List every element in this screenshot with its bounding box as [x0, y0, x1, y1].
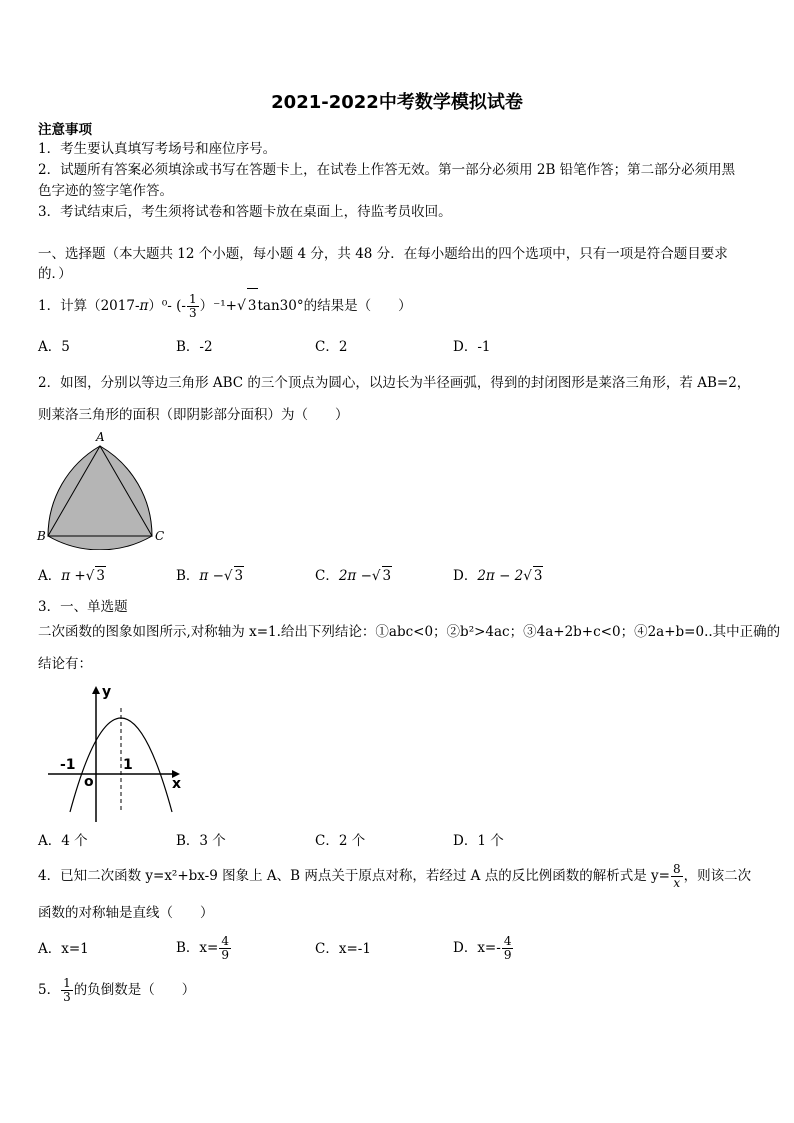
- q5-prefix: 5．: [38, 982, 61, 998]
- q2-option-a-label: A．: [38, 568, 62, 584]
- q5-frac-num: 1: [63, 976, 71, 990]
- q4-line2: 函数的对称轴是直线（ ）: [38, 905, 214, 921]
- q3-circled-1: ①: [375, 624, 389, 640]
- q4-option-b-num: 4: [221, 934, 229, 948]
- q4-line1-tail: ，则该二次: [683, 868, 752, 884]
- notice-item-3: 3．考试结束后，考生须将试卷和答题卡放在桌面上，待监考员收回。: [38, 204, 452, 220]
- q2-option-c-sqrt: 3: [382, 568, 392, 584]
- section1-line1: 一、选择题（本大题共 12 个小题，每小题 4 分，共 48 分．在每小题给出的四个选项中，只有一项是符合题目要求: [38, 246, 728, 262]
- reuleaux-triangle-figure: [34, 428, 174, 550]
- fig-label-y: y: [102, 684, 112, 700]
- q4-fraction: [671, 863, 683, 890]
- q2-option-d[interactable]: D．2π − 2√ 3: [453, 568, 543, 584]
- q3-claim-1: abc<0；: [388, 624, 447, 640]
- q3-line1-text: 二次函数的图象如图所示,对称轴为 x=1.给出下列结论：: [38, 624, 376, 640]
- q5-frac-den: 3: [63, 990, 71, 1004]
- q3-line2: 结论有：: [38, 656, 92, 672]
- q2-option-c-label: C．: [315, 568, 339, 584]
- fig-label-a: A: [96, 430, 105, 444]
- fig-label-1: 1: [123, 757, 133, 773]
- q2-option-b-expr: π −: [199, 568, 224, 584]
- q1-pow-neg1: ）⁻¹+: [199, 298, 237, 314]
- q3-option-a[interactable]: A．4 个: [38, 833, 88, 849]
- q1-pow0: ）⁰- (-: [148, 298, 186, 314]
- q2-line2: 则莱洛三角形的面积（即阴影部分面积）为（ ）: [38, 407, 349, 423]
- q3-claim-3: 4a+2b+c<0；: [536, 624, 635, 640]
- q1-option-a[interactable]: A．5: [38, 339, 70, 355]
- q3-option-b[interactable]: B．3 个: [176, 833, 226, 849]
- q1-frac-den: 3: [188, 306, 197, 320]
- q2-option-c[interactable]: C．2π −√ 3: [315, 568, 392, 584]
- q2-option-a-sqrt: 3: [96, 568, 105, 584]
- page-title: 2021-2022中考数学模拟试卷: [271, 92, 523, 113]
- q4-option-d-fraction: [502, 935, 514, 962]
- q4-option-d[interactable]: [453, 930, 514, 966]
- q4-line1: [38, 858, 751, 894]
- q1-option-d[interactable]: D．-1: [453, 339, 491, 355]
- q4-option-b[interactable]: [176, 930, 232, 966]
- q1-option-b[interactable]: B．-2: [176, 339, 213, 355]
- fig-label-c: C: [155, 529, 165, 543]
- q4-option-a[interactable]: A．x=1: [38, 941, 89, 957]
- question-1: 1．计算（2017-π）⁰- (- $\frac{1}{3}$ ）⁻¹+√ 3tan30°的结果是（ ）: [38, 288, 412, 323]
- q3-heading: 3．一、单选题: [38, 599, 128, 615]
- q2-option-d-expr: 2π − 2: [477, 568, 524, 584]
- notice-item-2-cont: 色字迹的签字笔作答。: [38, 183, 173, 199]
- q4-option-d-label: D．x=-: [453, 940, 501, 956]
- q2-option-d-sqrt: 3: [533, 568, 543, 584]
- q1-fraction: [187, 293, 199, 320]
- q1-pi: π: [139, 298, 149, 314]
- q3-option-c[interactable]: C．2 个: [315, 833, 366, 849]
- q2-option-c-expr: 2π −: [338, 568, 372, 584]
- q2-option-b[interactable]: B．π −√ 3: [176, 568, 244, 584]
- q1-option-c[interactable]: C．2: [315, 339, 348, 355]
- q2-option-b-sqrt: 3: [234, 568, 244, 584]
- q3-option-d[interactable]: D．1 个: [453, 833, 504, 849]
- fig-label-neg1: -1: [60, 757, 76, 773]
- notice-heading: 注意事项: [38, 122, 92, 138]
- question-5: [38, 972, 195, 1008]
- q4-option-b-den: 9: [221, 948, 229, 962]
- q1-prefix: 1．计算（2017-: [38, 298, 140, 314]
- q2-option-b-label: B．: [176, 568, 200, 584]
- q3-circled-3: ③: [523, 624, 537, 640]
- q2-line1: 2．如图，分别以等边三角形 ABC 的三个顶点为圆心，以边长为半径画弧，得到的封闭图形是莱洛三角形，若 AB=2，: [38, 375, 751, 391]
- q4-option-b-label: B．x=: [176, 940, 219, 956]
- q1-sqrt: 3: [247, 288, 258, 323]
- fig-label-b: B: [37, 529, 46, 543]
- q2-option-d-label: D．: [453, 568, 478, 584]
- fig-label-x: x: [172, 776, 182, 792]
- q2-option-a-expr: π +: [61, 568, 86, 584]
- parabola-figure: [44, 680, 190, 826]
- q4-option-d-num: 4: [503, 934, 512, 948]
- q4-line1-text: 4．已知二次函数 y=x²+bx-9 图象上 A、B 两点关于原点对称，若经过 A 点的反比例函数的解析式是 y=: [38, 868, 670, 884]
- q4-option-b-fraction: [219, 935, 231, 962]
- notice-item-1: 1．考生要认真填写考场号和座位序号。: [38, 141, 277, 157]
- q4-frac-den: x: [673, 876, 681, 890]
- q3-circled-2: ②: [446, 624, 461, 640]
- q1-frac-num: 1: [188, 292, 197, 306]
- fig-label-origin: o: [84, 774, 94, 790]
- q4-option-c[interactable]: C．x=-1: [315, 941, 371, 957]
- q3-line1: [38, 623, 780, 641]
- section1-line2: 的．）: [38, 266, 72, 282]
- q5-tail: 的负倒数是（ ）: [73, 982, 196, 998]
- q3-claim-2: b²>4ac；: [460, 624, 524, 640]
- notice-item-2: 2．试题所有答案必须填涂或书写在答题卡上，在试卷上作答无效。第一部分必须用 2B 铅笔作答；第二部分必须用黑: [38, 162, 736, 178]
- q4-frac-num: 8: [672, 862, 681, 876]
- q1-tail: tan30°的结果是（ ）: [257, 298, 412, 314]
- q2-option-a[interactable]: A．π +√ 3: [38, 568, 105, 584]
- q3-circled-4: ④: [634, 624, 648, 640]
- q5-fraction: [61, 977, 73, 1004]
- q4-option-d-den: 9: [503, 948, 512, 962]
- q3-claim-4: 2a+b=0..其中正确的: [647, 624, 781, 640]
